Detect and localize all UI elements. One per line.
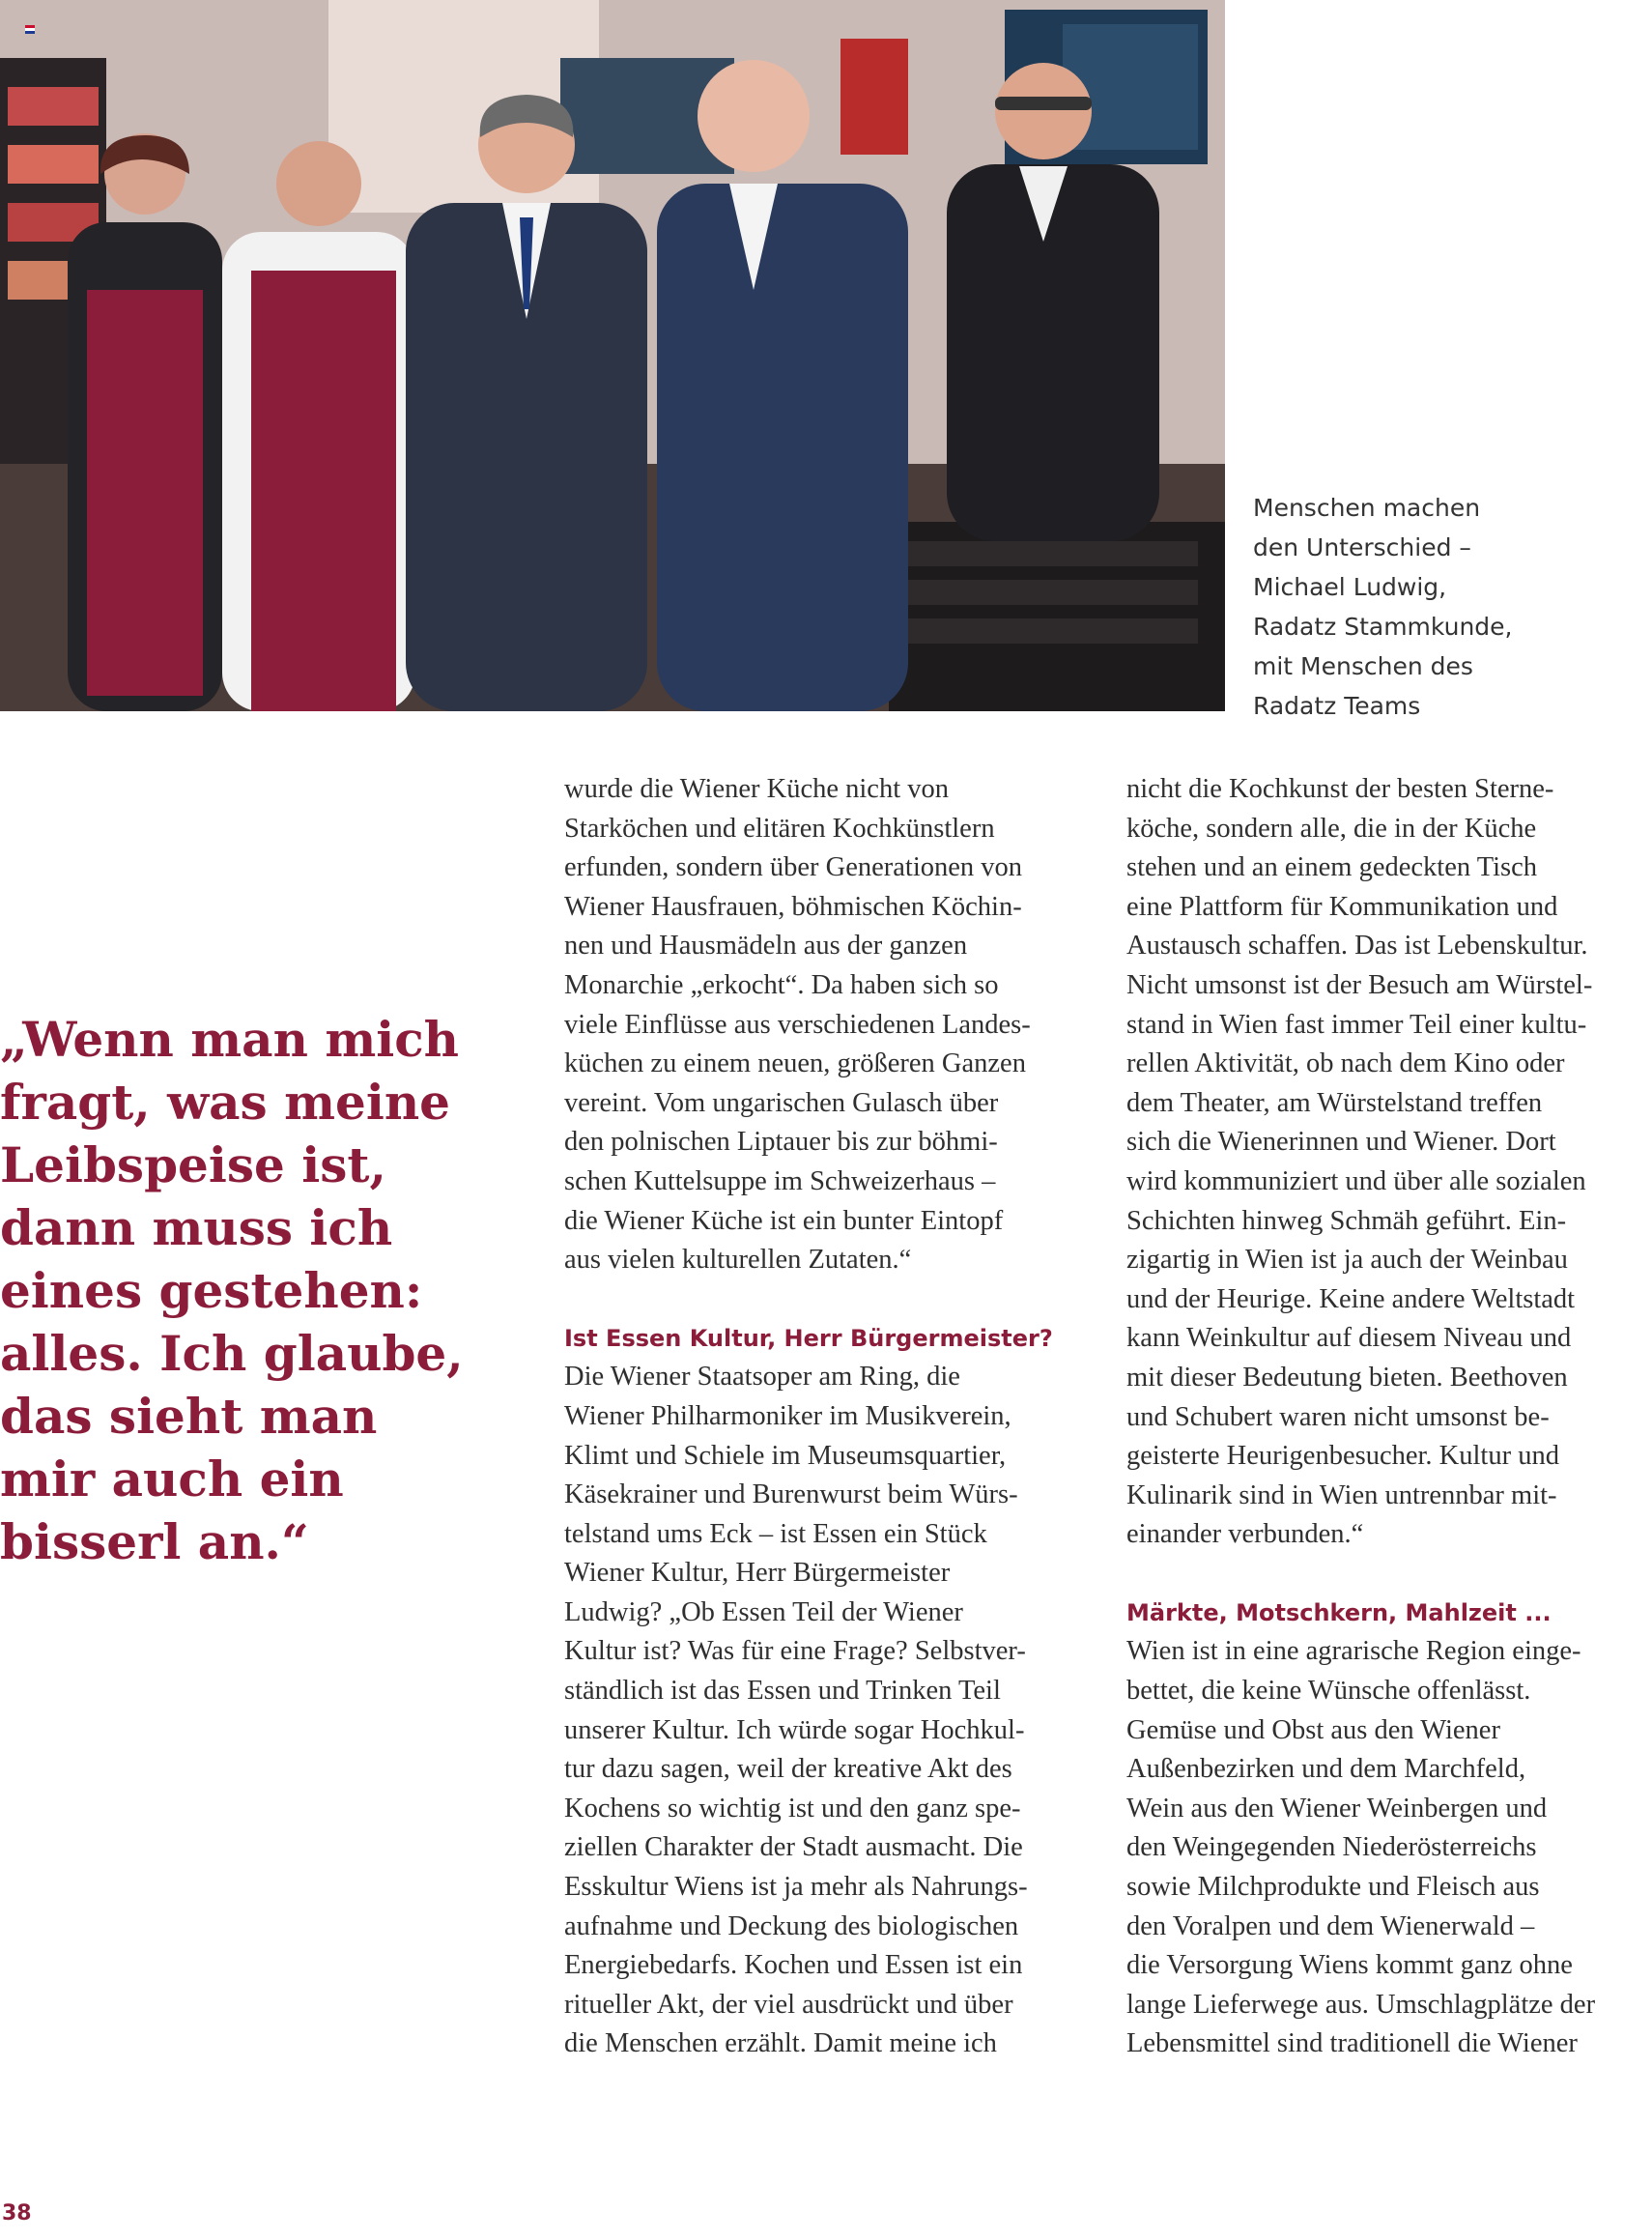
text-line: den Weingegenden Niederösterreichs xyxy=(1126,1832,1537,1863)
text-line: Lebensmittel sind traditionell die Wiener xyxy=(1126,2028,1578,2059)
paragraph xyxy=(1126,770,1652,1555)
text-line: Wiener Philharmoniker im Musikverein, xyxy=(564,1400,1011,1431)
text-line: kann Weinkultur auf diesem Niveau und xyxy=(1126,1323,1572,1354)
text-line: Energiebedarfs. Kochen und Essen ist ein xyxy=(564,1950,1023,1981)
text-line: stehen und an einem gedeckten Tisch xyxy=(1126,852,1538,883)
text-line: die Menschen erzählt. Damit meine ich xyxy=(564,2028,997,2059)
spacer xyxy=(564,1280,1105,1319)
text-line: Kochens so wichtig ist und den ganz spe- xyxy=(564,1793,1021,1824)
text-line: geisterte Heurigenbesucher. Kultur und xyxy=(1126,1441,1559,1472)
text-line: stand in Wien fast immer Teil einer kultu- xyxy=(1126,1009,1587,1040)
text-line: lange Lieferwege aus. Umschlagplätze der xyxy=(1126,1989,1596,2020)
text-line: Wiener Kultur, Herr Bürgermeister xyxy=(564,1558,951,1589)
text-line: Käsekrainer und Burenwurst beim Würs- xyxy=(564,1479,1018,1510)
quote-line: mir auch ein xyxy=(0,1450,344,1508)
quote-line: das sieht man xyxy=(0,1388,378,1445)
text-line: Die Wiener Staatsoper am Ring, die xyxy=(564,1362,960,1393)
text-line: Esskultur Wiens ist ja mehr als Nahrungs- xyxy=(564,1872,1028,1903)
paragraph xyxy=(1126,1632,1652,2064)
text-line: wurde die Wiener Küche nicht von xyxy=(564,774,949,804)
quote-line: bisserl an.“ xyxy=(0,1513,309,1570)
text-line: aufnahme und Deckung des biologischen xyxy=(564,1910,1019,1941)
text-line: vereint. Vom ungarischen Gulasch über xyxy=(564,1087,999,1118)
text-line: bettet, die keine Wünsche offenlässt. xyxy=(1126,1676,1531,1707)
text-line: nicht die Kochkunst der besten Sterne- xyxy=(1126,774,1554,804)
text-line: die Versorgung Wiens kommt ganz ohne xyxy=(1126,1950,1573,1981)
text-line: Klimt und Schiele im Museumsquartier, xyxy=(564,1440,1007,1471)
quote-line: dann muss ich xyxy=(0,1199,393,1256)
text-line: Wiener Hausfrauen, böhmischen Köchin- xyxy=(564,891,1022,922)
text-line: schen Kuttelsuppe im Schweizerhaus – xyxy=(564,1165,996,1196)
caption-line: Radatz Stammkunde, xyxy=(1253,613,1513,641)
article-column-1 xyxy=(564,770,1105,2064)
quote-line: alles. Ich glaube, xyxy=(0,1325,464,1382)
text-line: und der Heurige. Keine andere Weltstadt xyxy=(1126,1283,1576,1314)
text-line: ständlich ist das Essen und Trinken Teil xyxy=(564,1676,1001,1707)
page-number: 38 xyxy=(2,2201,32,2226)
quote-line: Leibspeise ist, xyxy=(0,1136,386,1193)
text-line: sowie Milchprodukte und Fleisch aus xyxy=(1126,1872,1540,1903)
text-line: viele Einflüsse aus verschiedenen Landes- xyxy=(564,1009,1031,1040)
text-line: eine Plattform für Kommunikation und xyxy=(1126,891,1558,922)
text-line: unserer Kultur. Ich würde sogar Hochkul- xyxy=(564,1714,1025,1745)
caption-line: Michael Ludwig, xyxy=(1253,573,1447,601)
text-line: ziellen Charakter der Stadt ausmacht. Die xyxy=(564,1832,1023,1863)
caption-line: mit Menschen des xyxy=(1253,652,1473,680)
caption-line: den Unterschied – xyxy=(1253,533,1471,561)
text-line: Wein aus den Wiener Weinbergen und xyxy=(1126,1793,1548,1824)
text-line: den Voralpen und dem Wienerwald – xyxy=(1126,1910,1535,1941)
text-line: Kulinarik sind in Wien untrennbar mit- xyxy=(1126,1479,1557,1510)
paragraph xyxy=(564,1358,1105,2064)
quote-line: „Wenn man mich xyxy=(0,1011,460,1068)
quote-line: eines gestehen: xyxy=(0,1262,423,1319)
text-line: Kultur ist? Was für eine Frage? Selbstver- xyxy=(564,1636,1026,1667)
quote-line: fragt, was meine xyxy=(0,1074,450,1131)
caption-line: Radatz Teams xyxy=(1253,692,1421,720)
text-line: wird kommuniziert und über alle sozialen xyxy=(1126,1165,1586,1196)
text-line: sich die Wienerinnen und Wiener. Dort xyxy=(1126,1127,1556,1158)
text-line: erfunden, sondern über Generationen von xyxy=(564,852,1023,883)
text-line: Starköchen und elitären Kochkünstlern xyxy=(564,813,995,844)
text-line: Austausch schaffen. Das ist Lebenskultur. xyxy=(1126,931,1588,962)
text-line: Außenbezirken und dem Marchfeld, xyxy=(1126,1754,1526,1785)
section-heading: Ist Essen Kultur, Herr Bürgermeister? xyxy=(564,1324,1053,1352)
text-line: Monarchie „erkocht“. Da haben sich so xyxy=(564,969,999,1000)
caption-line: Menschen machen xyxy=(1253,494,1481,522)
text-line: köche, sondern alle, die in der Küche xyxy=(1126,813,1537,844)
text-line: nen und Hausmädeln aus der ganzen xyxy=(564,931,968,962)
text-line: und Schubert waren nicht umsonst be- xyxy=(1126,1401,1550,1432)
text-line: Gemüse und Obst aus den Wiener xyxy=(1126,1714,1500,1745)
text-line: dem Theater, am Würstelstand treffen xyxy=(1126,1087,1543,1118)
text-line: rellen Aktivität, ob nach dem Kino oder xyxy=(1126,1048,1565,1079)
text-line: Nicht umsonst ist der Besuch am Würstel- xyxy=(1126,969,1593,1000)
text-line: aus vielen kulturellen Zutaten.“ xyxy=(564,1245,912,1276)
flag-icon xyxy=(25,25,35,34)
text-line: ritueller Akt, der viel ausdrückt und über xyxy=(564,1989,1013,2020)
text-line: Schichten hinweg Schmäh geführt. Ein- xyxy=(1126,1205,1567,1236)
text-line: zigartig in Wien ist ja auch der Weinbau xyxy=(1126,1245,1568,1276)
text-line: einander verbunden.“ xyxy=(1126,1519,1364,1550)
text-line: Ludwig? „Ob Essen Teil der Wiener xyxy=(564,1596,963,1627)
text-line: Wien ist in eine agrarische Region einge- xyxy=(1126,1636,1581,1667)
photo-illustration xyxy=(0,0,1225,711)
article-column-2 xyxy=(1126,770,1652,2064)
text-line: den polnischen Liptauer bis zur böhmi- xyxy=(564,1127,998,1158)
section-heading: Märkte, Motschkern, Mahlzeit ... xyxy=(1126,1598,1552,1626)
text-line: küchen zu einem neuen, größeren Ganzen xyxy=(564,1048,1026,1079)
pull-quote xyxy=(0,1008,464,1573)
text-line: mit dieser Bedeutung bieten. Beethoven xyxy=(1126,1362,1568,1393)
photo-caption xyxy=(1253,488,1572,726)
header-photo xyxy=(0,0,1225,711)
text-line: telstand ums Eck – ist Essen ein Stück xyxy=(564,1518,987,1549)
spacer xyxy=(1126,1555,1652,1594)
paragraph xyxy=(564,770,1105,1280)
text-line: tur dazu sagen, weil der kreative Akt des xyxy=(564,1754,1012,1785)
text-line: die Wiener Küche ist ein bunter Eintopf xyxy=(564,1205,1004,1236)
